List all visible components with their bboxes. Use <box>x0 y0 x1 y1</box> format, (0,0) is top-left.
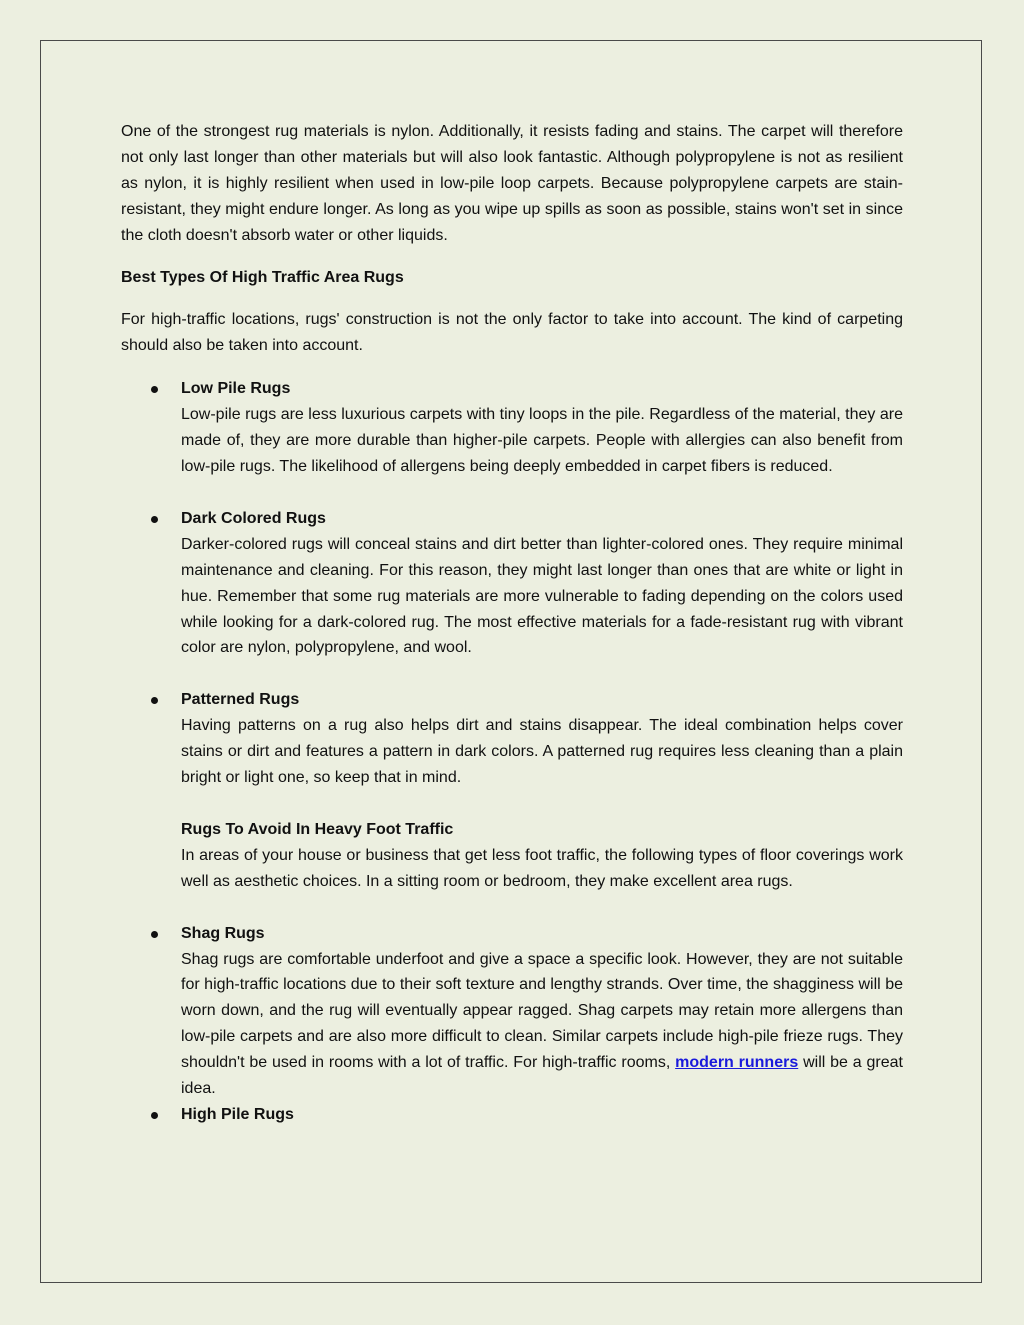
document-page <box>40 40 982 1283</box>
avoid-rug-types-list <box>121 921 903 1128</box>
list-item-high-pile <box>121 1102 903 1128</box>
list-item-shag <box>121 921 903 1102</box>
bullet-icon <box>151 1112 158 1119</box>
bullet-icon <box>151 516 158 523</box>
shag-body-text: Shag rugs are comfortable underfoot and give a space a specific look. However, they are not suitable for high-traffic locations due to their soft texture and lengthy strands. Over time, the shagginess will be worn down, and the rug will eventually appear ragged. Shag carpets may retain more allergens than low-pile carpets and are also more difficult to clean. Similar carpets include high-pile frieze rugs. They shouldn't be used in rooms with a lot of traffic. For high-traffic rooms, <box>181 950 903 1072</box>
avoid-section-title: Rugs To Avoid In Heavy Foot Traffic <box>181 820 454 838</box>
list-item-title: High Pile Rugs <box>181 1106 294 1123</box>
rug-types-list <box>121 376 903 791</box>
intro-paragraph: One of the strongest rug materials is nylon. Additionally, it resists fading and stains. The carpet will therefore not only last longer than other materials but will also look fantastic. Although polypropylene is not as resilient as nylon, it is highly resilient when used in low-pile loop carpets. Because polypropylene carpets are stain-resistant, they might endure longer. As long as you wipe up spills as soon as possible, stains won't set in since the cloth doesn't absorb water or other liquids. <box>121 123 903 244</box>
bullet-icon <box>151 386 158 393</box>
document-content <box>121 119 903 1128</box>
list-item-title: Patterned Rugs <box>181 691 300 709</box>
bullet-icon <box>151 931 158 938</box>
avoid-section <box>121 817 903 895</box>
list-item-dark-colored <box>121 506 903 661</box>
list-item-title: Shag Rugs <box>181 924 265 942</box>
modern-runners-link[interactable]: modern runners <box>675 1054 799 1072</box>
list-item-title: Dark Colored Rugs <box>181 509 326 527</box>
section-paragraph: For high-traffic locations, rugs' construction is not the only factor to take into account. The kind of carpeting should also be taken into account. <box>121 311 903 355</box>
list-item-body: Darker-colored rugs will conceal stains and dirt better than lighter-colored ones. They require minimal maintenance and cleaning. For this reason, they might last longer than ones that are white or light in hue. Remember that some rug materials are more vulnerable to fading depending on the colors used while looking for a dark-colored rug. The most effective materials for a fade-resistant rug with vibrant color are nylon, polypropylene, and wool. <box>181 535 903 657</box>
section-heading: Best Types Of High Traffic Area Rugs <box>121 268 404 286</box>
shag-body-text-end: will be a great idea. <box>181 1054 904 1098</box>
list-item-body: Having patterns on a rug also helps dirt and stains disappear. The ideal combination helps cover stains or dirt and features a pattern in dark colors. A patterned rug requires less cleaning than a plain bright or light one, so keep that in mind. <box>181 717 903 787</box>
bullet-icon <box>151 697 158 704</box>
list-item-patterned <box>121 687 903 791</box>
list-item-body <box>181 947 903 1102</box>
avoid-section-body: In areas of your house or business that get less foot traffic, the following types of floor coverings work well as aesthetic choices. In a sitting room or bedroom, they make excellent area rugs. <box>181 846 903 890</box>
list-item-body: Low-pile rugs are less luxurious carpets with tiny loops in the pile. Regardless of the material, they are made of, they are more durable than higher-pile carpets. People with allergies can also benefit from low-pile rugs. The likelihood of allergens being deeply embedded in carpet fibers is reduced. <box>181 406 903 475</box>
list-item-title: Low Pile Rugs <box>181 380 291 398</box>
list-item-low-pile <box>121 376 903 480</box>
